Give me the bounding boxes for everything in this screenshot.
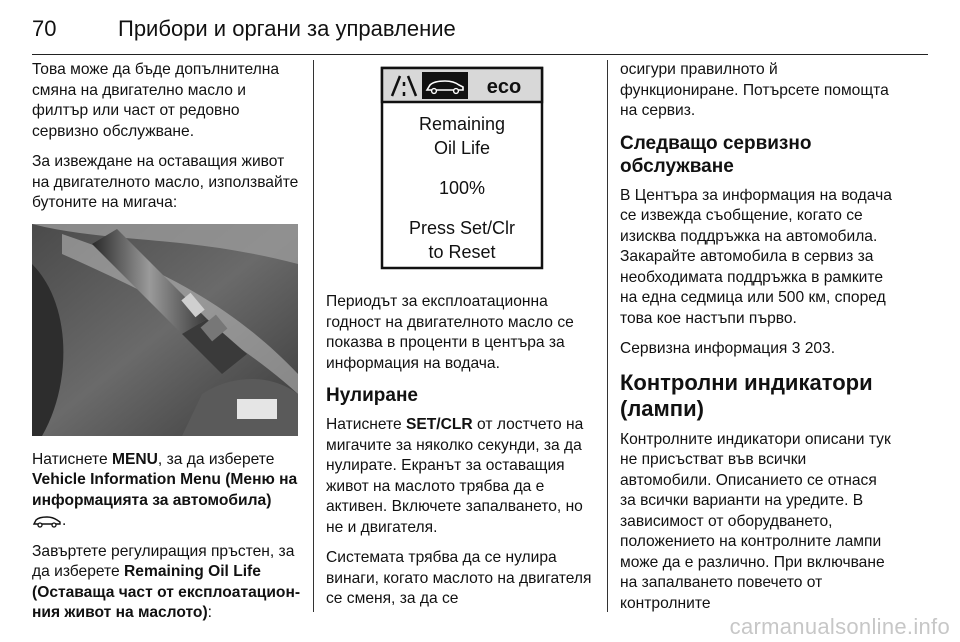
section-heading: Нулиране [326,385,419,406]
page-title: Прибори и органи за управление [118,16,456,41]
turn-signal-lever-photo [32,224,298,436]
menu-option: Remaining Oil Life (Оставаща част от експлоатационния живот на маслото) [32,563,301,621]
oil-life-percent: 100% [438,178,486,198]
section-heading: Следващо сервизно обслужване [620,132,812,177]
menu-name: Vehicle Information Menu (Меню на информацията за автомобила) [32,471,298,509]
watermark: carmanualsonline.info [729,614,950,639]
column-2 [326,60,594,620]
display-line-4: to Reset [428,242,496,262]
paragraph: Натиснете MENU, за да изберете Vehicle Information Menu (Меню на информацията за автомобила) . [32,450,298,529]
column-divider [313,60,314,612]
paragraph: осигури правилното й функциониране. Потърсете помощта на сервиз. [620,61,889,119]
car-icon [32,514,62,528]
column-3 [620,60,892,624]
paragraph: Това може да бъде допълнителна смяна на двигателно масло и филтър или част от редовно сервизно обслужване. [32,61,280,140]
paragraph: Натиснете SET/CLR от лостчето на мигачите за няколко секунди, за да нулирате. Екранът за оставащия живот на маслото трябва да е активен. Включете запалването, но не и двигателя. [326,416,584,536]
display-line-1: Remaining [418,114,506,134]
page-reference-link[interactable]: 3 203. [791,340,836,357]
column-1 [32,60,302,634]
oil-life-display [326,62,596,274]
paragraph: За извеждане на оставащия живот на двигателното масло, използвайте бутоните на мигача: [32,153,299,211]
paragraph: Сервизна информация 3 203. [620,340,836,357]
page-header [32,14,928,55]
section-heading: Контролни индикатори (лампи) [620,369,873,421]
paragraph: В Центъра за информация на водача се извежда съобщение, когато се изисква поддръжка на автомобила. Закарайте автомобила в сервиз за необходимата поддръжка в рамките на една седмица или 500 км, според това кое настъпи първо. [620,186,892,327]
menu-button-label: MENU [111,450,158,468]
column-divider [607,60,608,612]
set-clr-label: SET/CLR [405,416,473,433]
display-line-2: Oil Life [433,138,491,158]
paragraph: Контролните индикатори описани тук не присъстват във всички автомобили. Описанието се отнася за всички варианти на уредите. В зависимост от оборудването, положението на контролните лампи може да е различно. При включване на запалването повечето от контролните [620,430,891,612]
paragraph: Завъртете регулиращия пръстен, за да изберете Remaining Oil Life (Оставаща част от експлоатационния живот на маслото): [32,542,301,621]
paragraph: Системата трябва да се нулира винаги, когато маслото на двигателя се сменя, за да се [326,549,592,607]
eco-label: eco [486,76,522,98]
paragraph: Периодът за експлоатационна годност на двигателното масло се показва в проценти в центъра за информация на водача. [326,293,574,372]
display-line-3: Press Set/Clr [408,218,516,238]
page-number: 70 [32,16,57,41]
